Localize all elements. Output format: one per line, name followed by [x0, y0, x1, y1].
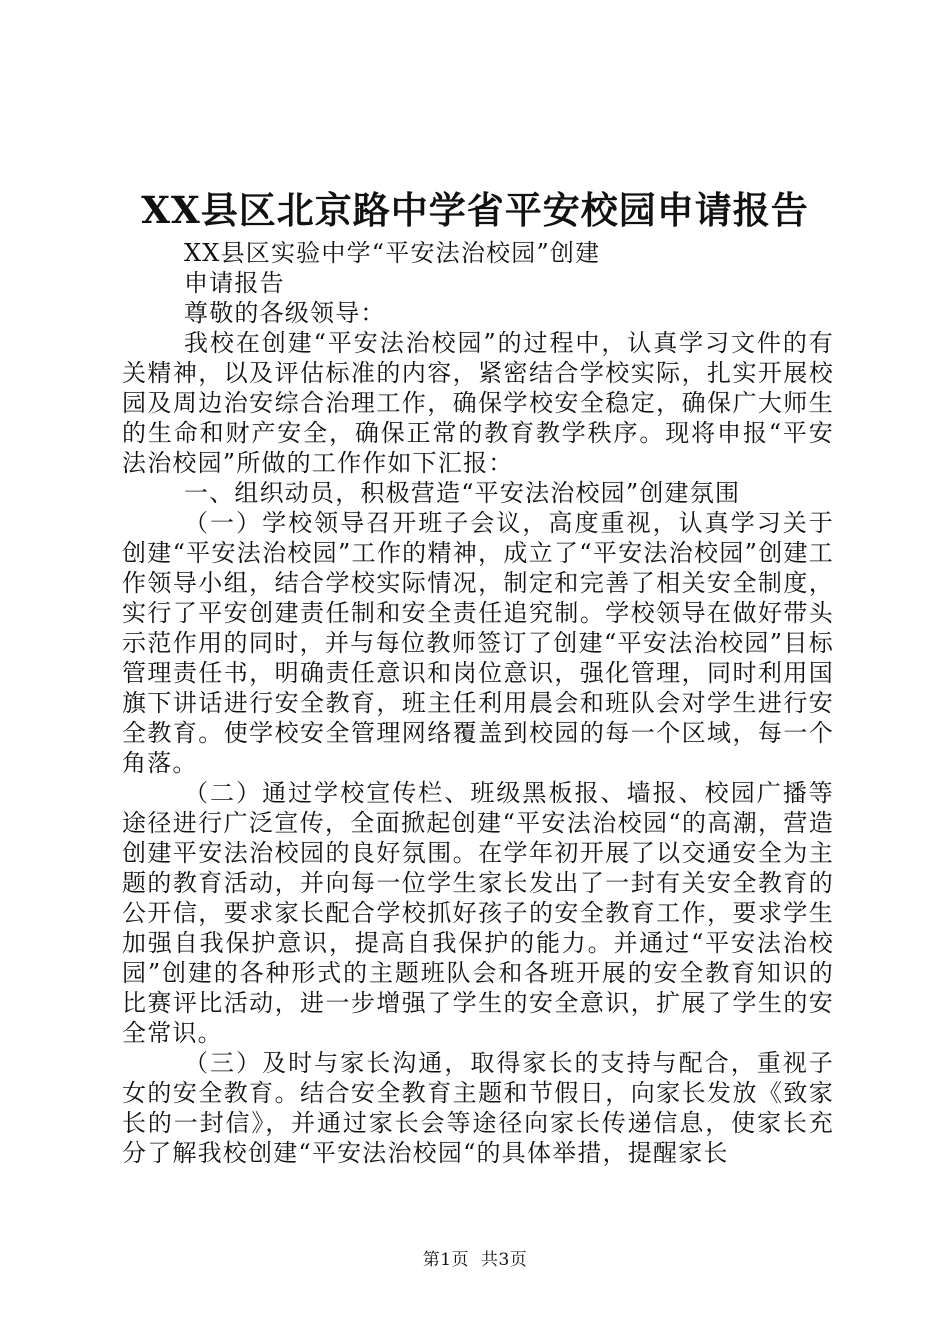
paragraph-item-2: （二）通过学校宣传栏、班级黑板报、墙报、校园广播等途径进行广泛宣传，全面掀起创建“平安法治校园“的高潮，营造创建平安法治校园的良好氛围。在学年初开展了以交通安全为主题的教育活动，并向每一位学生家长发出了一封有关安全教育的公开信，要求家长配合学校抓好孩子的安全教育工作，要求学生加强自我保护意识，提高自我保护的能力。并通过“平安法治校园”创建的各种形式的主题班队会和各班开展的安全教育知识的比赛评比活动，进一步增强了学生的安全意识，扩展了学生的安全常识。: [122, 779, 834, 1047]
page-footer: [0, 1245, 950, 1270]
page-number: 第1页: [422, 1250, 470, 1270]
page-total: 共3页: [480, 1250, 528, 1270]
document-title: XX县区北京路中学省平安校园申请报告: [141, 188, 809, 232]
subtitle-line-2: 申请报告: [184, 269, 285, 297]
salutation: 尊敬的各级领导：: [184, 299, 386, 327]
paragraph-intro: 我校在创建“平安法治校园”的过程中，认真学习文件的有关精神，以及评估标准的内容，紧密结合学校实际，扎实开展校园及周边治安综合治理工作，确保学校安全稳定，确保广大师生的生命和财产安全，确保正常的教育教学秩序。现将申报“平安法治校园”所做的工作作如下汇报：: [122, 329, 834, 477]
subtitle-line-1: XX县区实验中学“平安法治校园”创建: [184, 239, 601, 267]
section-heading-1: 一、组织动员，积极营造“平安法治校园”创建氛围: [184, 479, 741, 507]
paragraph-item-1: （一）学校领导召开班子会议，高度重视，认真学习关于创建“平安法治校园”工作的精神，成立了“平安法治校园”创建工作领导小组，结合学校实际情况，制定和完善了相关安全制度，实行了平安创建责任制和安全责任追究制。学校领导在做好带头示范作用的同时，并与每位教师签订了创建“平安法治校园”目标管理责任书，明确责任意识和岗位意识，强化管理，同时利用国旗下讲话进行安全教育，班主任利用晨会和班队会对学生进行安全教育。使学校安全管理网络覆盖到校园的每一个区域，每一个角落。: [122, 509, 834, 777]
paragraph-item-3: （三）及时与家长沟通，取得家长的支持与配合，重视子女的安全教育。结合安全教育主题和节假日，向家长发放《致家长的一封信》，并通过家长会等途径向家长传递信息，使家长充分了解我校创建“平安法治校园“的具体举措，提醒家长: [122, 1049, 834, 1167]
document-body: [122, 238, 834, 1168]
